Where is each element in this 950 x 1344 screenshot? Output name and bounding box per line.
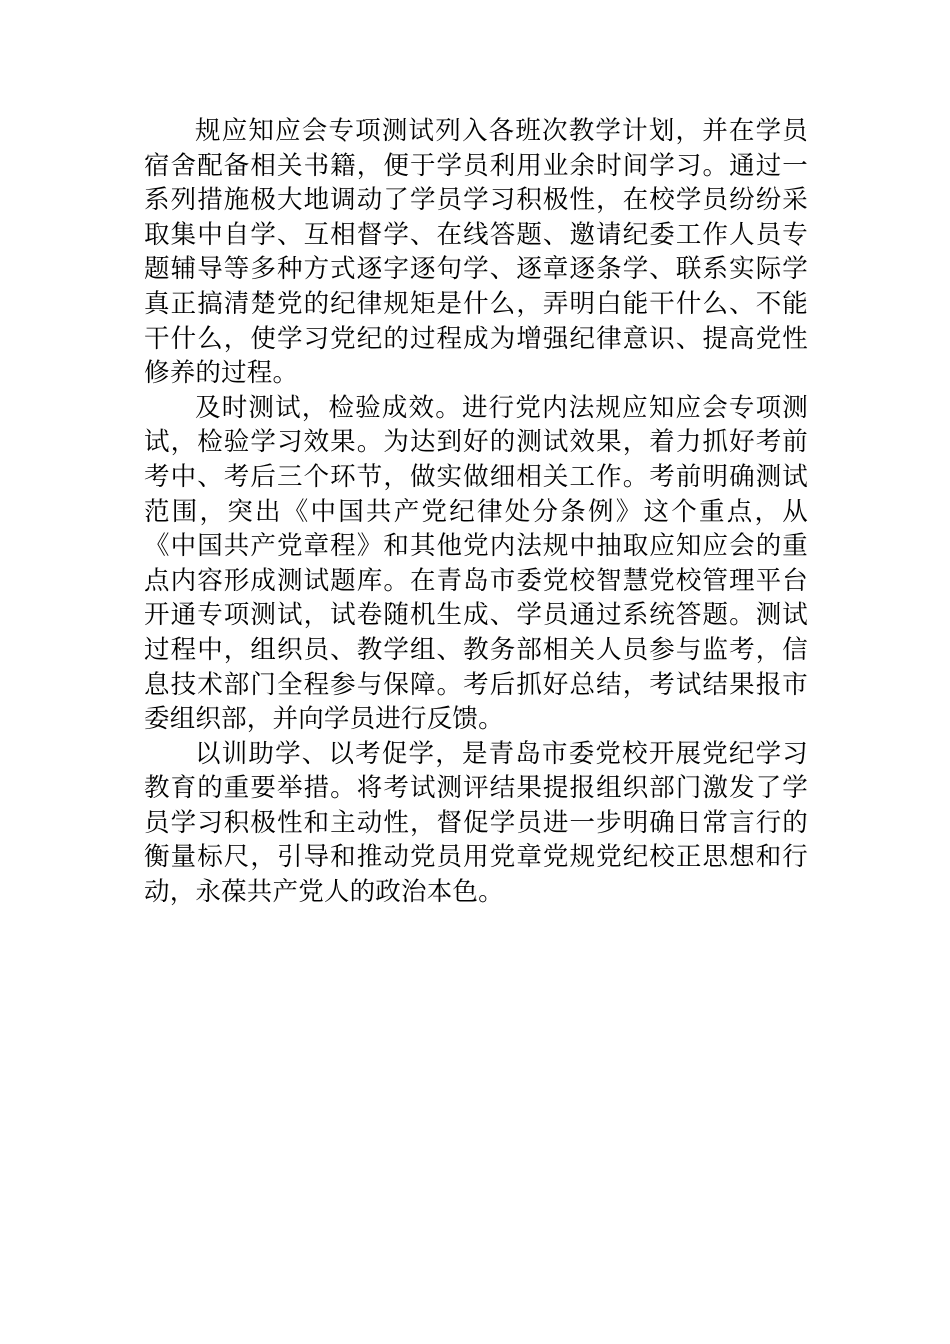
document-page bbox=[144, 114, 808, 910]
paragraph-conclusion: 以训助学、以考促学，是青岛市委党校开展党纪学习教育的重要举措。将考试测评结果提报组织部门激发了学员学习积极性和主动性，督促学员进一步明确日常言行的衡量标尺，引导和推动党员用党章党规党纪校正思想和行动，永葆共产党人的政治本色。 bbox=[144, 738, 808, 908]
paragraph-continuation: 规应知应会专项测试列入各班次教学计划，并在学员宿舍配备相关书籍，便于学员利用业余时间学习。通过一系列措施极大地调动了学员学习积极性，在校学员纷纷采取集中自学、互相督学、在线答题、邀请纪委工作人员专题辅导等多种方式逐字逐句学、逐章逐条学、联系实际学真正搞清楚党的纪律规矩是什么，弄明白能干什么、不能干什么，使学习党纪的过程成为增强纪律意识、提高党性修养的过程。 bbox=[144, 116, 808, 389]
paragraph-timely-testing: 及时测试，检验成效。进行党内法规应知应会专项测试，检验学习效果。为达到好的测试效果，着力抓好考前考中、考后三个环节，做实做细相关工作。考前明确测试范围，突出《中国共产党纪律处分条例》这个重点，从《中国共产党章程》和其他党内法规中抽取应知应会的重点内容形成测试题库。在青岛市委党校智慧党校管理平台开通专项测试，试卷随机生成、学员通过系统答题。测试过程中，组织员、教学组、教务部相关人员参与监考，信息技术部门全程参与保障。考后抓好总结，考试结果报市委组织部，并向学员进行反馈。 bbox=[144, 392, 808, 735]
